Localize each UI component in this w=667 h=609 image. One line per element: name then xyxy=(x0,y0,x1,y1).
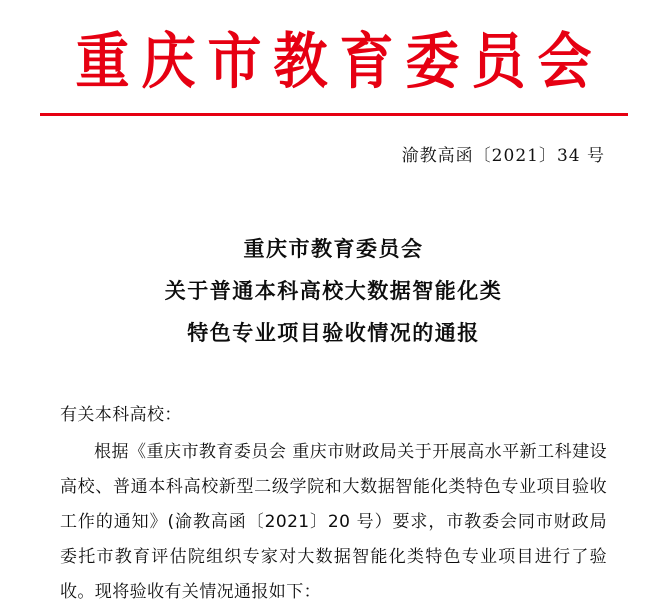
letterhead-divider xyxy=(40,113,628,116)
document-number: 渝教高函〔2021〕34 号 xyxy=(401,146,605,167)
salutation: 有关本科高校： xyxy=(60,405,182,426)
letterhead xyxy=(0,0,667,116)
issuing-organization-title: 重庆市教育委员会 xyxy=(75,25,604,97)
document-title-line-2: 关于普通本科高校大数据智能化类 xyxy=(164,279,503,304)
document-title-line-1: 重庆市教育委员会 xyxy=(243,237,424,262)
document-title-line-3: 特色专业项目验收情况的通报 xyxy=(187,321,480,346)
document-body xyxy=(0,398,667,609)
document-title xyxy=(0,228,667,354)
body-paragraph-1: 根据《重庆市教育委员会 重庆市财政局关于开展高水平新工科建设高校、普通本科高校新型二级学院和大数据智能化类特色专业项目验收工作的通知》(渝教高函〔2021〕20 号）要求，市教委会同市财政局委托市教育评估院组织专家对大数据智能化类特色专业项目进行了验收。现将验收有关情况通报如下： xyxy=(60,442,607,602)
